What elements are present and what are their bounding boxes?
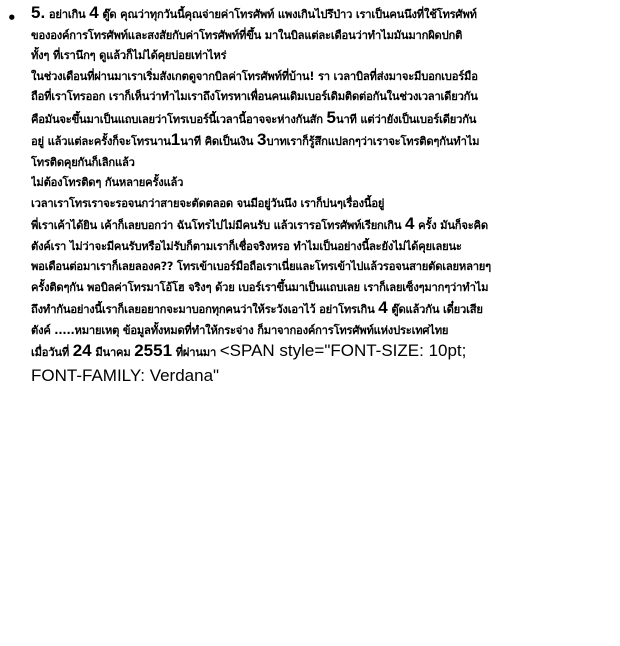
text-line [31, 173, 613, 194]
text-run: ที่ผ่านมา [172, 346, 220, 359]
text-run: เมื่อวันที่ [31, 346, 73, 359]
text-run: นาที คิดเป็นเงิน [180, 135, 257, 148]
text-line [31, 321, 613, 342]
number-figure: 1 [170, 130, 181, 149]
text-run: อย่าเกิน [45, 8, 90, 21]
text-line [31, 108, 613, 131]
text-run: ในช่วงเดือนที่ผ่านมาเราเริ่มสังเกตดูจากบิลค่าโทรศัพท์ที่บ้าน! รา เวลาบิลที่ส่งมาจะมีบอกเบอร์มือ [31, 69, 478, 83]
text-line [31, 237, 613, 258]
text-line [31, 153, 613, 174]
text-run: ถือที่เราโทรออก เราก็เห็นว่าทำไมเราถึงโทรหาเพื่อนคนเดิมเบอร์เดิมติดต่อกันในช่วงเวลาเดียวกัน [31, 90, 478, 103]
text-run: บาทเราก็รู้สึกแปลกๆว่าเราจะโทรติดๆกันทำไม [266, 135, 480, 148]
html-code-fragment: <SPAN style="FONT-SIZE: 10pt; [219, 341, 467, 360]
text-run: โทรติดคุยกันก็เลิกแล้ว [31, 155, 135, 169]
number-figure: 5. [31, 3, 46, 22]
text-line [31, 278, 613, 299]
text-run: ถึงทำกันอย่างนี้เราก็เลยอยากจะมาบอกทุกคนว่าให้ระวังเอาไว้ อย่าโทรเกิน [31, 303, 379, 316]
number-figure: 4 [404, 214, 415, 233]
text-line [31, 46, 613, 67]
text-run: ไม่ต้องโทรติดๆ กันหลายครั้งแล้ว [31, 176, 184, 189]
html-code-fragment-end: FONT-FAMILY: Verdana" [31, 365, 220, 385]
text-run: ขององค์การโทรศัพท์และสงสัยกับค่าโทรศัพท์ที่ขึ้น มาในบิลแต่ละเดือนว่าทำไมมันมากผิดปกติ [31, 28, 463, 42]
text-run: คือมันจะขึ้นมาเป็นแถบเลยว่าโทรเบอร์นี้เวลานี้อาจจะห่างกันสัก [31, 112, 327, 126]
text-line [31, 130, 613, 153]
text-run: ตู๊ด คุณว่าทุกวันนี้คุณจ่ายค่าโทรศัพท์ แพงเกินไปรึป่าว เราเป็นคนนึงที่ใช้โทรศัพท์ [98, 8, 477, 21]
article-body [31, 3, 613, 388]
text-run: เวลาเราโทรเราจะรอจนกว่าสายจะตัดตลอด จนมีอยู่วันนึง เราก็บ่นๆเรื่องนี้อยู่ [31, 196, 385, 210]
text-line [31, 214, 613, 237]
text-run: ครั้ง มันก็จะคิด [414, 219, 488, 232]
bullet-point: • [7, 9, 17, 27]
number-figure: 3 [256, 130, 267, 149]
number-figure: 4 [89, 3, 99, 22]
text-line [31, 341, 613, 364]
text-run: พี่เราเค้าได้ยิน เค้าก็เลยบอกว่า ฉันโทรไปไม่มีคนรับ แล้วเรารอโทรศัพท์เรียกเกิน [31, 219, 405, 232]
text-run: ตังค์เรา ไม่ว่าจะมีคนรับหรือไม่รับก็ตามเราก็เชื่อจริงหรอ ทำไมเป็นอย่างนี้ละยังไม่ได้คุยเลยนะ [31, 239, 462, 253]
text-line [31, 257, 613, 278]
text-run: มีนาคม [91, 346, 135, 359]
text-run: อยู่ แล้วแต่ละครั้งก็จะโทรนาน [31, 135, 171, 148]
text-run: ทั้งๆ ที่เรานึกๆ ดูแล้วก็ไม่ได้คุยบ่อยเท่าไหร่ [31, 49, 227, 62]
text-line [31, 26, 613, 47]
text-run: พอเดือนต่อมาเราก็เลยลองค?? โทรเข้าเบอร์มือถือเราเนี่ยและโทรเข้าไปแล้วรอจนสายตัดเลยหลายๆ [31, 260, 491, 273]
number-figure: 4 [378, 298, 388, 317]
number-figure: 24 [72, 341, 92, 360]
text-line [31, 3, 613, 26]
number-figure: 2551 [134, 341, 173, 360]
text-line [31, 194, 613, 215]
text-line [31, 67, 613, 88]
text-run: นาที แต่ว่ายังเป็นเบอร์เดียวกัน [336, 112, 477, 126]
text-line [31, 298, 613, 321]
text-run: ตังค์ .....หมายเหตุ ข้อมูลทั้งหมดที่ทำให้กระจ่าง ก็มาจากองค์การโทรศัพท์แห่งประเทศไทย [31, 323, 449, 337]
number-figure: 5 [326, 107, 337, 127]
text-run: ตู๊ดแล้วกัน เดี๋ยวเสีย [387, 303, 483, 316]
text-run: ครั้งติดๆกัน พอบิลค่าโทรมาโอ้โฮ จริงๆ ด้วย เบอร์เราขึ้นมาเป็นแถบเลย เราก็เลยเซ็งๆมากๆว่าทำไม [31, 280, 489, 294]
text-line [31, 87, 613, 108]
